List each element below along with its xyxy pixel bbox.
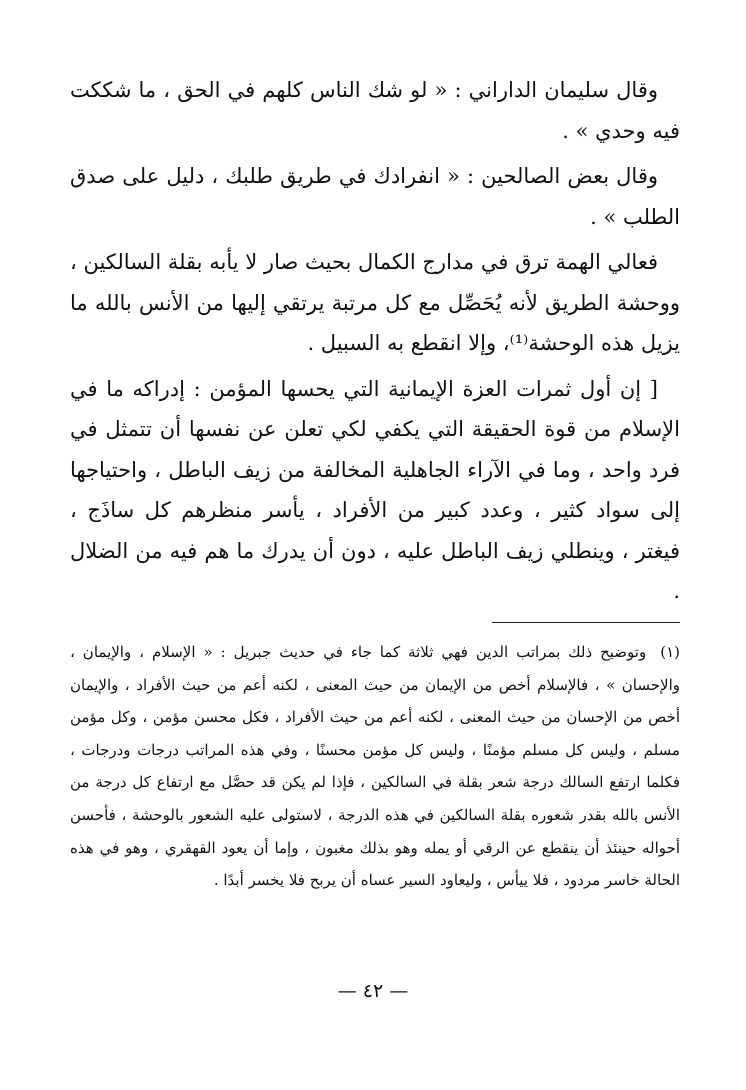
paragraph-salihin-quote: وقال بعض الصالحين : « انفرادك في طريق طلبك ، دليل على صدق الطلب » . — [70, 164, 680, 229]
footnote-number: (١) — [660, 643, 680, 661]
footnote — [70, 636, 680, 897]
page-number: — ٤٢ — — [337, 980, 409, 1002]
footnote-body — [70, 636, 680, 897]
paragraph-fruits-of-dignity: [ إن أول ثمرات العزة الإيمانية التي يحسها المؤمن : إدراكه ما في الإسلام من قوة الحقيقة التي يكفي لكي تعلن عن نفسها أن تتمثل في فرد واحد ، وما في الآراء الجاهلية المخالفة من زيف الباطل ، واحتياجها إلى سواد كثير ، وعدد كبير من الأفراد ، يأسر منظرهم كل ساذَج ، فيغتر ، وينطلي زيف الباطل عليه ، دون أن يدرك ما هم فيه من الضلال . — [70, 376, 680, 603]
paragraph-daarani-quote: وقال سليمان الداراني : « لو شك الناس كلهم في الحق ، ما شككت فيه وحدي » . — [70, 78, 680, 143]
main-text — [70, 70, 680, 617]
footnote-divider — [492, 622, 680, 623]
footnote-text: وتوضيح ذلك بمراتب الدين فهي ثلاثة كما جاء في حديث جبريل : « الإسلام ، والإيمان ، والإحسان » ، فالإسلام أخص من الإيمان من حيث المعنى ، لكنه أعم من حيث الأفراد ، والإيمان أخص من الإحسان من حيث المعنى ، لكنه أعم من حيث الأفراد ، فكل محسن مؤمن ، وكل مؤمن مسلم ، وليس كل مسلم مؤمنًا ، وليس كل مؤمن محسنًا ، وفي هذه المراتب درجات ودرجات ، فكلما ارتفع السالك درجة شعر بقلة في السالكين ، فإذا لم يكن قد حصَّل مع ارتفاع كل درجة من الأنس بالله بقدر شعوره بقلة السالكين في هذه الدرجة ، لاستولى عليه الشعور بالوحشة ، فأحسن أحواله حينئذ أن ينقطع عن الرقي أو يمله وهو بذلك مغبون ، وإما أن يعود القهقري ، وهو في هذه الحالة خاسر مردود ، فلا ييأس ، وليعاود السير عساه أن يربح فلا يخسر أبدًا . — [70, 643, 680, 890]
paragraph-high-aspiration: فعالي الهمة ترق في مدارج الكمال بحيث صار لا يأبه بقلة السالكين ، ووحشة الطريق لأنه يُحَصِّل مع كل مرتبة يرتقي إليها من الأنس بالله ما يزيل هذه الوحشة⁽¹⁾، وإلا انقطع به السبيل . — [70, 250, 680, 355]
